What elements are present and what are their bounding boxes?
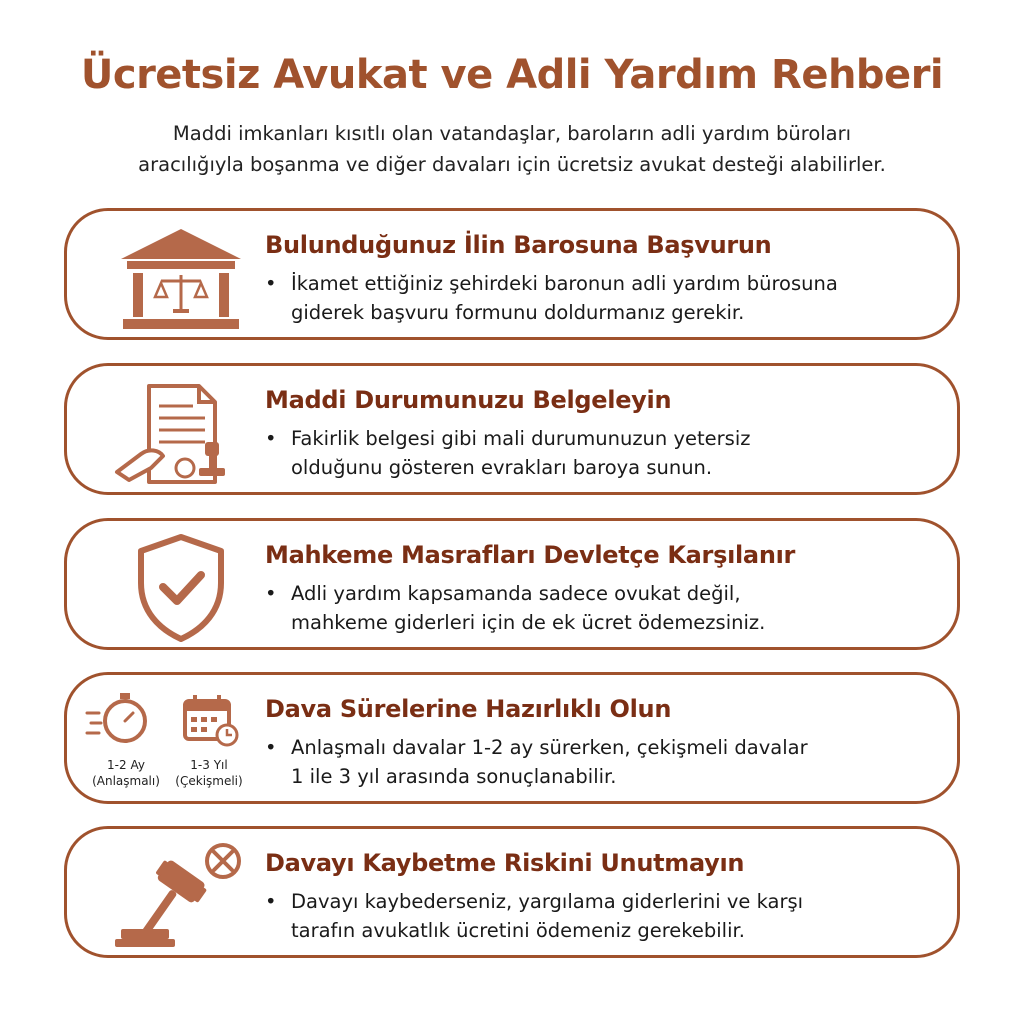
card-apply-bar: [64, 208, 960, 340]
bullet-line: Adli yardım kapsamanda sadece ovukat değil,: [291, 582, 741, 605]
card-title: Bulunduğunuz İlin Barosuna Başvurun: [265, 231, 772, 259]
card-title: Davayı Kaybetme Riskini Unutmayın: [265, 849, 745, 877]
bullet-line: olduğunu gösteren evrakları baroya sunun.: [291, 456, 713, 479]
page-subtitle: [60, 118, 964, 180]
card-title: Dava Sürelerine Hazırlıklı Olun: [265, 695, 672, 723]
bullet-dot: •: [265, 736, 277, 759]
bullet-line: Anlaşmalı davalar 1-2 ay sürerken, çekişmeli davalar: [291, 736, 808, 759]
gavel-cross-icon: [101, 839, 261, 951]
bullet-dot: •: [265, 582, 277, 605]
card-title: Mahkeme Masrafları Devletçe Karşılanır: [265, 541, 796, 569]
bullet-line: giderek başvuru formunu doldurmanız gerekir.: [291, 301, 745, 324]
card-bullet: [265, 269, 945, 327]
stopwatch-calendar-icon: [81, 685, 261, 797]
bullet-line: Fakirlik belgesi gibi mali durumunuzun yetersiz: [291, 427, 751, 450]
card-case-durations: [64, 672, 960, 804]
calendar-label: 1-3 Yıl: [190, 758, 228, 772]
card-bullet: [265, 733, 945, 791]
card-bullet: [265, 579, 945, 637]
bullet-line: tarafın avukatlık ücretini ödemeniz gerekebilir.: [291, 919, 745, 942]
bullet-dot: •: [265, 890, 277, 913]
card-document-finances: [64, 363, 960, 495]
card-title: Maddi Durumunuzu Belgeleyin: [265, 386, 672, 414]
bullet-line: İkamet ettiğiniz şehirdeki baronun adli yardım bürosuna: [291, 272, 838, 295]
card-court-costs: [64, 518, 960, 650]
bullet-line: Davayı kaybederseniz, yargılama giderlerini ve karşı: [291, 890, 804, 913]
card-bullet: [265, 887, 945, 945]
shield-check-icon: [101, 531, 261, 643]
subtitle-line: Maddi imkanları kısıtlı olan vatandaşlar, baroların adli yardım büroları: [172, 122, 852, 145]
bullet-dot: •: [265, 427, 277, 450]
timer-label: 1-2 Ay: [107, 758, 145, 772]
timer-sublabel: (Anlaşmalı): [92, 774, 160, 788]
subtitle-line: aracılığıyla boşanma ve diğer davaları için ücretsiz avukat desteği alabilirler.: [138, 153, 886, 176]
bullet-line: 1 ile 3 yıl arasında sonuçlanabilir.: [291, 765, 617, 788]
bullet-dot: •: [265, 272, 277, 295]
document-stamp-icon: [101, 376, 261, 488]
page-title: Ücretsiz Avukat ve Adli Yardım Rehberi: [80, 52, 944, 98]
bullet-line: mahkeme giderleri için de ek ücret ödemezsiniz.: [291, 611, 766, 634]
card-losing-risk: [64, 826, 960, 958]
card-bullet: [265, 424, 945, 482]
courthouse-icon: [101, 221, 261, 333]
calendar-sublabel: (Çekişmeli): [175, 774, 243, 788]
